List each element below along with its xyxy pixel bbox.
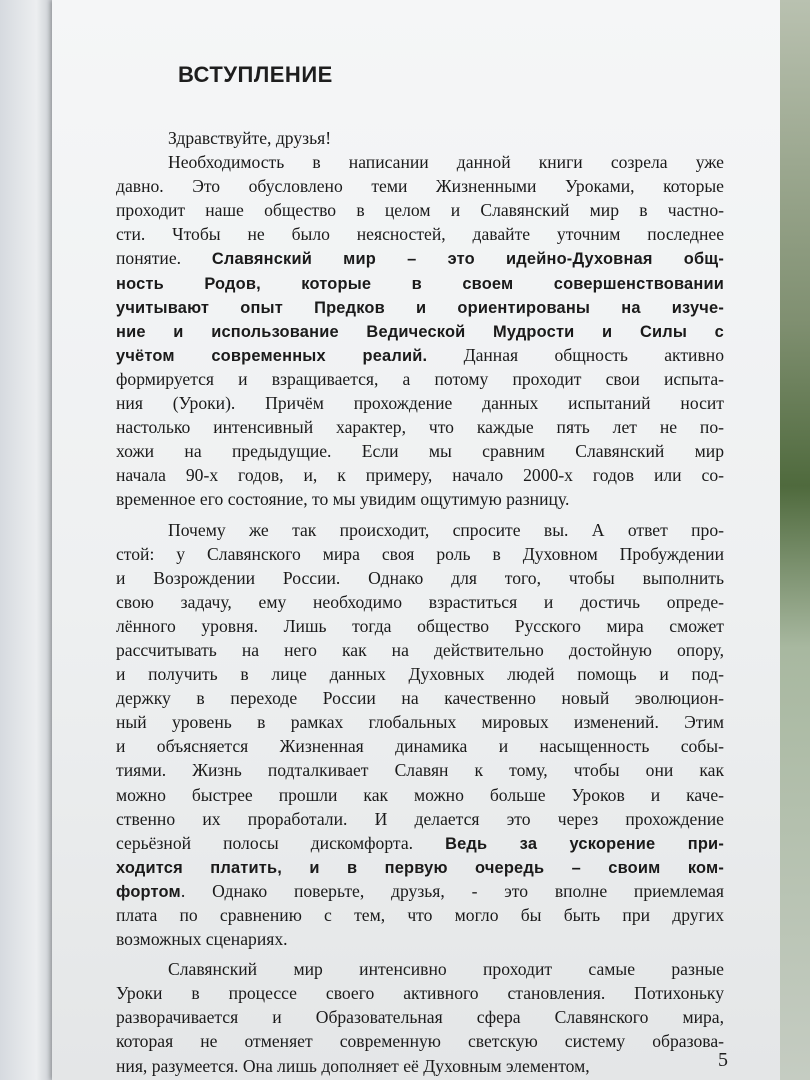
text-line xyxy=(116,783,724,807)
text-segment: возможных сценариях. xyxy=(116,929,288,950)
text-line xyxy=(116,927,724,951)
text-segment: серьёзной полосы дискомфорта. xyxy=(116,832,446,853)
text-line xyxy=(116,807,724,831)
book-page xyxy=(52,0,780,1080)
bold-text-segment: фортом xyxy=(116,882,181,901)
text-segment: лённого уровня. Лишь тогда общество Русского мира сможет xyxy=(116,615,724,636)
text-line xyxy=(116,1054,724,1078)
text-segment: рассчитывать на него как на действительно достойную опору, xyxy=(116,639,724,660)
text-line xyxy=(116,439,724,463)
text-line xyxy=(116,487,724,511)
text-segment: формируется и взращивается, а потому проходит свои испыта- xyxy=(116,368,724,389)
text-segment: Здравствуйте, друзья! xyxy=(168,128,332,148)
text-line xyxy=(116,319,724,343)
text-line xyxy=(116,590,724,614)
text-line xyxy=(116,855,724,879)
text-line xyxy=(116,957,724,981)
text-line xyxy=(116,150,724,174)
text-line xyxy=(116,463,724,487)
text-line xyxy=(116,638,724,662)
text-segment: настолько интенсивный характер, что каждые пять лет не по- xyxy=(116,417,724,438)
text-line xyxy=(116,198,724,222)
bold-text-segment: учётом современных реалий. xyxy=(116,346,428,365)
text-line xyxy=(116,222,724,246)
text-line xyxy=(116,174,724,198)
text-line xyxy=(116,686,724,710)
text-line xyxy=(116,1029,724,1053)
page-number: 5 xyxy=(718,1049,728,1071)
text-line xyxy=(116,343,724,367)
text-segment: Данная общность активно xyxy=(427,344,724,365)
text-segment: понятие. xyxy=(116,248,212,269)
text-segment: плата по сравнению с тем, что могло бы быть при других xyxy=(116,905,724,925)
bold-text-segment: ходится платить, и в первую очередь – своим ком- xyxy=(116,858,724,877)
text-line xyxy=(116,246,724,270)
text-segment: сти. Чтобы не было неясностей, давайте уточним последнее xyxy=(116,224,724,245)
text-line xyxy=(116,295,724,319)
text-line xyxy=(116,271,724,295)
text-segment: свою задачу, ему необходимо взраститься и достичь опреде- xyxy=(116,591,724,612)
bold-text-segment: Славянский мир – это идейно-Духовная общ- xyxy=(211,250,724,269)
text-line xyxy=(116,415,724,439)
text-segment: ный уровень в рамках глобальных мировых изменений. Этим xyxy=(116,712,724,733)
text-segment: и Возрождении России. Однако для того, чтобы выполнить xyxy=(116,567,724,588)
text-segment: и объясняется Жизненная динамика и насыщенность собы- xyxy=(116,736,724,757)
text-segment: ния (Уроки). Причём прохождение данных испытаний носит xyxy=(116,393,724,414)
text-segment: проходит наше общество в целом и Славянский мир в частно- xyxy=(116,200,724,221)
text-segment: временное его состояние, то мы увидим ощутимую разницу. xyxy=(116,489,570,510)
text-line xyxy=(116,126,724,150)
chapter-heading: ВСТУПЛЕНИЕ xyxy=(178,62,333,87)
text-line xyxy=(116,518,724,542)
bold-text-segment: учитывают опыт Предков и ориентированы на изуче- xyxy=(116,298,724,317)
text-segment: Необходимость в написании данной книги созрела уже xyxy=(168,152,724,173)
text-line xyxy=(116,367,724,391)
text-line xyxy=(116,542,724,566)
text-line xyxy=(116,879,724,903)
text-segment: хожи на предыдущие. Если мы сравним Славянский мир xyxy=(116,441,724,462)
text-line xyxy=(116,662,724,686)
text-segment: Славянский мир интенсивно проходит самые разные xyxy=(168,959,724,980)
text-segment: ния, разумеется. Она лишь дополняет её Духовным элементом, xyxy=(116,1055,590,1076)
text-line xyxy=(116,903,724,927)
text-line xyxy=(116,831,724,855)
text-segment: тиями. Жизнь подталкивает Славян к тому, чтобы они как xyxy=(116,760,724,781)
text-line xyxy=(116,1005,724,1029)
text-segment: и получить в лице данных Духовных людей помощь и под- xyxy=(116,664,724,685)
text-segment: стой: у Славянского мира своя роль в Духовном Пробуждении xyxy=(116,543,724,564)
text-segment: можно быстрее прошли как можно больше Уроков и каче- xyxy=(116,784,724,805)
text-segment: давно. Это обусловлено теми Жизненными Уроками, которые xyxy=(116,176,724,197)
text-segment: разворачивается и Образовательная сфера Славянского мира, xyxy=(116,1007,724,1028)
text-line xyxy=(116,566,724,590)
text-segment: ственно их проработали. И делается это через прохождение xyxy=(116,808,724,829)
body-text xyxy=(116,126,724,1078)
text-line xyxy=(116,758,724,782)
text-line xyxy=(116,391,724,415)
text-segment: Уроки в процессе своего активного становления. Потихоньку xyxy=(116,983,724,1004)
text-segment: Почему же так происходит, спросите вы. А ответ про- xyxy=(168,519,724,540)
text-line xyxy=(116,981,724,1005)
text-line xyxy=(116,614,724,638)
text-segment: которая не отменяет современную светскую систему образова- xyxy=(116,1031,724,1052)
text-segment: начала 90-х годов, и, к примеру, начало 2000-х годов или со- xyxy=(116,465,724,486)
bold-text-segment: ние и использование Ведической Мудрости и Силы с xyxy=(116,322,724,341)
text-segment: держку в переходе России на качественно новый эволюцион- xyxy=(116,688,724,709)
background-edge xyxy=(780,0,810,1080)
text-segment: . Однако поверьте, друзья, - это вполне приемлемая xyxy=(180,880,724,901)
text-line xyxy=(116,710,724,734)
text-line xyxy=(116,734,724,758)
bold-text-segment: Ведь за ускорение при- xyxy=(445,834,724,853)
previous-page-edge xyxy=(0,0,52,1080)
bold-text-segment: ность Родов, которые в своем совершенствовании xyxy=(116,274,724,293)
